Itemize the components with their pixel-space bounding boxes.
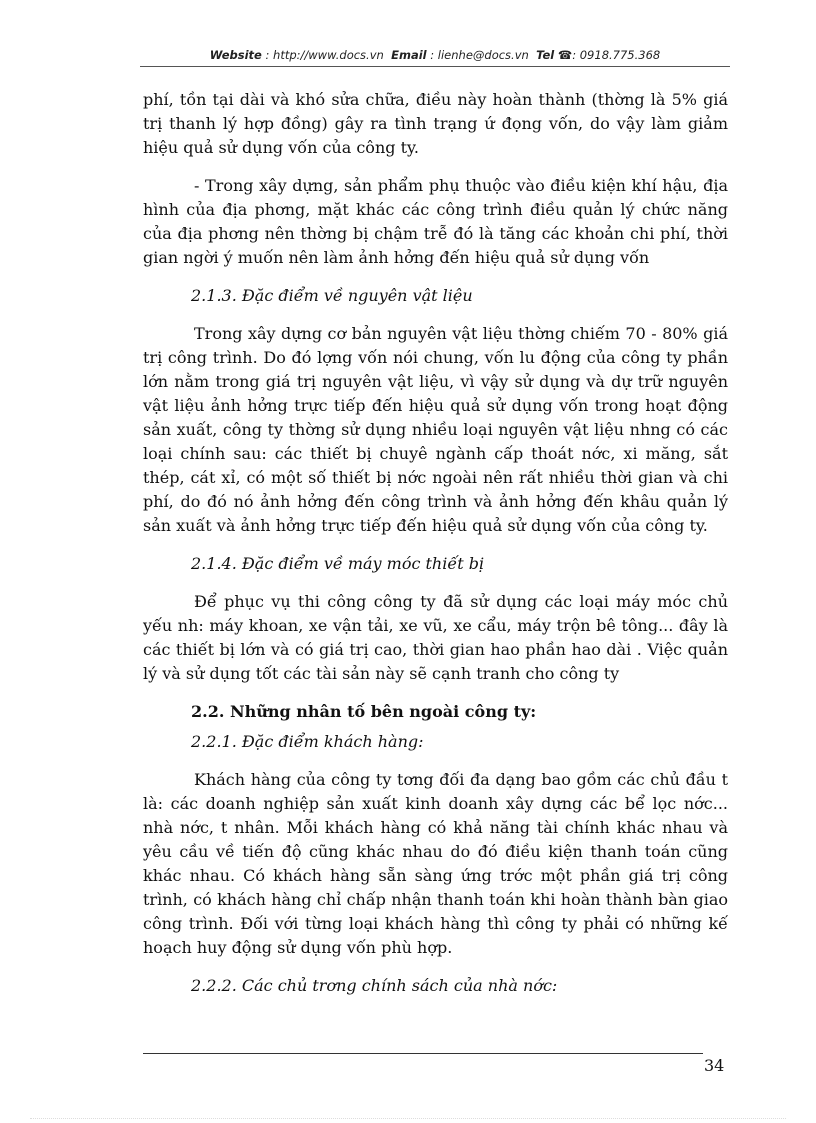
website-value[interactable]: : http://www.docs.vn [265,48,384,62]
page-number: 34 [704,1056,725,1075]
footer-divider [143,1053,703,1054]
email-value[interactable]: : lienhe@docs.vn [430,48,529,62]
paragraph-1: phí, tồn tại dài và khó sửa chữa, điều này hoàn thành (thờng là 5% giá trị thanh lý hợp đồng) gây ra tình trạng ứ đọng vốn, do vậy làm giảm hiệu quả sử dụng vốn của công ty. [143,90,728,157]
heading-2-2-2: 2.2.2. Các chủ trơng chính sách của nhà nớc: [191,976,558,995]
paragraph-4: Để phục vụ thi công công ty đã sử dụng các loại máy móc chủ yếu nh: máy khoan, xe vận tải, xe vũ, xe cẩu, máy trộn bê tông... đây là các thiết bị lớn và có giá trị cao, thời gian hao phần hao dài . Việc quản lý và sử dụng tốt các tài sản này sẽ cạnh tranh cho công ty [143,592,728,683]
website-label: Website [209,48,262,62]
tel-value: ☎: 0918.775.368 [557,48,661,62]
page-header [140,48,730,62]
paragraph-3: Trong xây dựng cơ bản nguyên vật liệu thờng chiếm 70 - 80% giá trị công trình. Do đó lợng vốn nói chung, vốn lu động của công ty phần lớn nằm trong giá trị nguyên vật liệu, vì vậy sử dụng và dự trữ nguyên vật liệu ảnh hởng trực tiếp đến hiệu quả sử dụng vốn trong hoạt động sản xuất, công ty thờng sử dụng nhiều loại nguyên vật liệu nhng có các loại chính sau: các thiết bị chuyê ngành cấp thoát nớc, xi măng, sắt thép, cát xỉ, có một số thiết bị nớc ngoài nên rất nhiều thời gian và chi phí, do đó nó ảnh hởng đến công trình và ảnh hởng đến khâu quản lý sản xuất và ảnh hởng trực tiếp đến hiệu quả sử dụng vốn của công ty. [143,324,728,535]
header-divider [140,66,730,67]
paragraph-2: - Trong xây dựng, sản phẩm phụ thuộc vào điều kiện khí hậu, địa hình của địa phơng, mặt khác các công trình điều quản lý chức năng của địa phơng nên thờng bị chậm trễ đó là tăng các khoản chi phí, thời gian ngời ý muốn nên làm ảnh hởng đến hiệu quả sử dụng vốn [143,176,728,267]
tel-label: Tel [536,48,555,62]
paragraph-5: Khách hàng của công ty tơng đối đa dạng bao gồm các chủ đầu t là: các doanh nghiệp sản xuất kinh doanh xây dựng các bể lọc nớc... nhà nớc, t nhân. Mỗi khách hàng có khả năng tài chính khác nhau và yêu cầu về tiến độ cũng khác nhau do đó điều kiện thanh toán cũng khác nhau. Có khách hàng sẵn sàng ứng trớc một phần giá trị công trình, có khách hàng chỉ chấp nhận thanh toán khi hoàn thành bàn giao công trình. Đối với từng loại khách hàng thì công ty phải có những kế hoạch huy động sử dụng vốn phù hợp. [143,770,728,957]
page-content [143,88,728,1012]
email-label: Email [391,48,427,62]
page-bottom-border [30,1118,786,1119]
heading-2-1-3: 2.1.3. Đặc điểm về nguyên vật liệu [191,286,473,305]
heading-2-2-1: 2.2.1. Đặc điểm khách hàng: [191,732,424,751]
heading-2-2: 2.2. Những nhân tố bên ngoài công ty: [191,702,537,721]
heading-2-1-4: 2.1.4. Đặc điểm về máy móc thiết bị [191,554,485,573]
